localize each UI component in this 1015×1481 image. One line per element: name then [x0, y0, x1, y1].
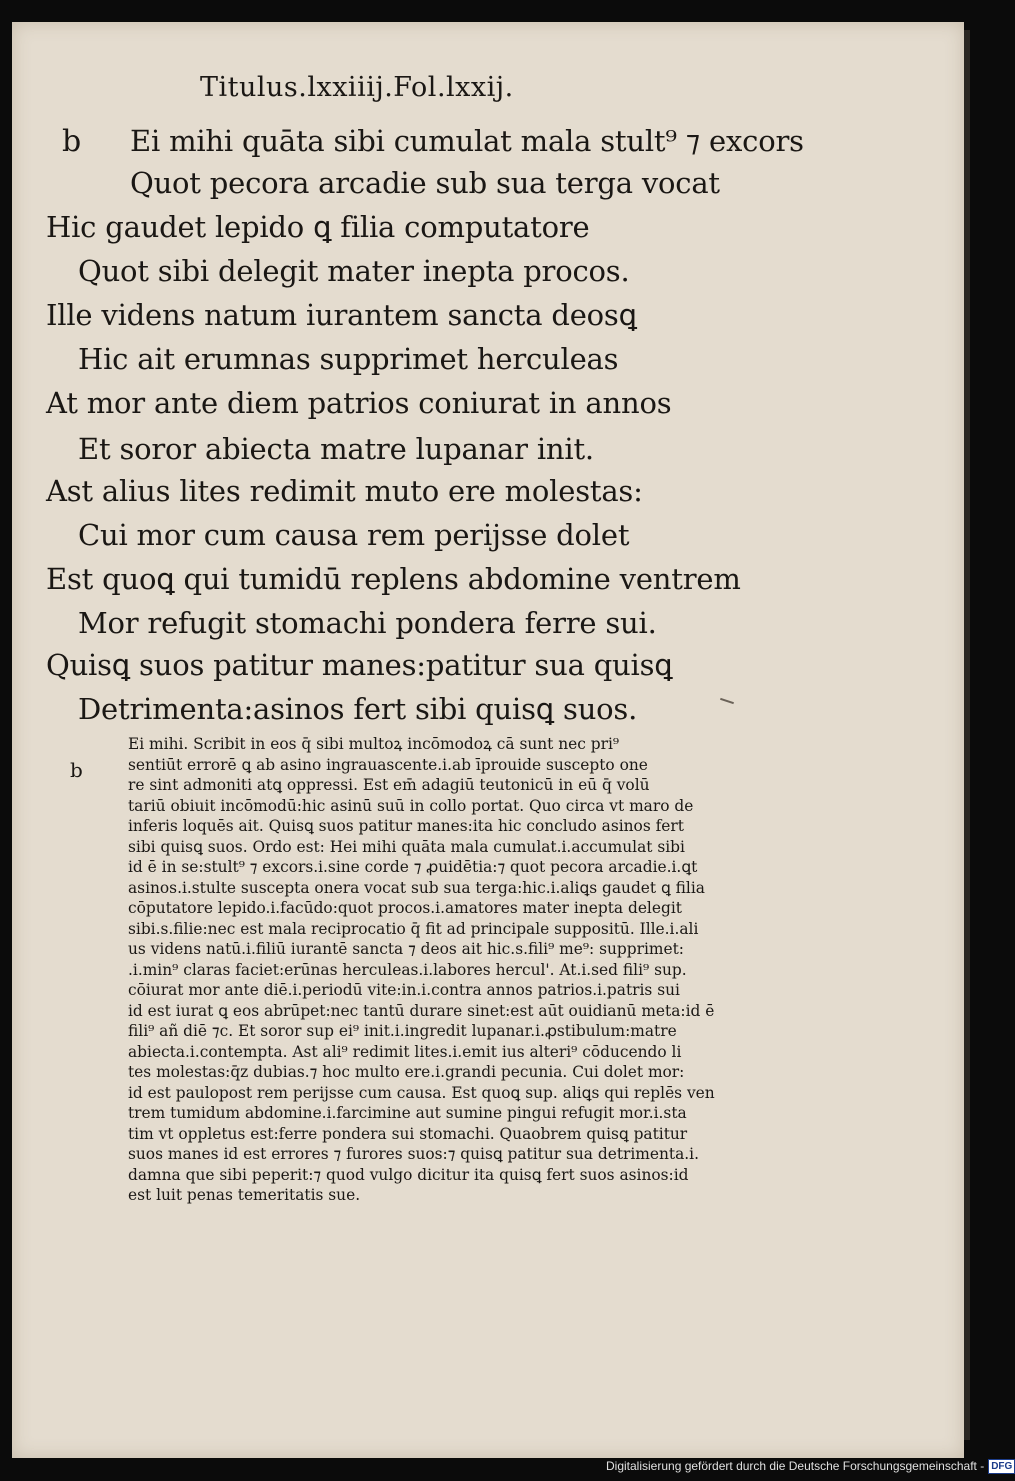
commentary-line: re sint admoniti atꝗ oppressi. Est em̄ adagiū teutonicū in eū q̄ volū: [128, 776, 650, 794]
verse-line: Detrimenta:asinos fert sibi quisꝗ suos.: [78, 692, 638, 726]
commentary-line: sibi.s.filie:nec est mala reciprocatio q̄ fit ad principale suppositū. Ille.i.ali: [128, 919, 699, 938]
verse-line: Hic ait erumnas supprimet herculeas: [78, 342, 619, 376]
commentary-line: est luit penas temeritatis sue.: [128, 1186, 361, 1204]
verse-line: Ei mihi quāta sibi cumulat mala stult⁹ ⁊ excors: [130, 124, 804, 158]
verse-line: At mor ante diem patrios coniurat in annos: [46, 386, 672, 420]
page-edge: [964, 30, 970, 1440]
dfg-logo[interactable]: DFG: [988, 1459, 1015, 1474]
commentary-block: [128, 734, 738, 1206]
commentary-line: Ei mihi. Scribit in eos q̄ sibi multoꝝ incōmodoꝝ cā sunt nec pri⁹: [128, 735, 620, 753]
verse-line: Hic gaudet lepido ꝗ filia computatore: [46, 210, 590, 244]
verse-line: Mor refugit stomachi pondera ferre sui.: [78, 606, 657, 640]
commentary-line: asinos.i.stulte suscepta onera vocat sub sua terga:hic.i.aliꝗs gaudet ꝗ filia: [128, 878, 705, 897]
commentary-line: fili⁹ añ diē ⁊c. Et soror sup ei⁹ init.i.ingredit lupanar.i.ꝓstibulum:matre: [128, 1022, 677, 1040]
section-marker: b: [62, 124, 82, 159]
commentary-line: abiecta.i.contempta. Ast ali⁹ redimit lites.i.emit ius alteri⁹ cōducendo li: [128, 1042, 682, 1061]
commentary-line: .i.min⁹ claras faciet:erūnas herculeas.i.labores hercul'. At.i.sed fili⁹ sup.: [128, 960, 687, 979]
commentary-line: sibi quisꝗ suos. Ordo est: Hei mihi quāta mala cumulat.i.accumulat sibi: [128, 837, 685, 856]
verse-line: Quot pecora arcadie sub sua terga vocat: [130, 166, 720, 200]
commentary-line: tariū obiuit incōmodū:hic asinū suū in collo portat. Quo circa vt maro de: [128, 796, 694, 815]
commentary-line: us videns natū.i.filiū iurantē sancta ⁊ deos ait hic.s.fili⁹ me⁹: supprimet:: [128, 940, 684, 958]
commentary-line: suos manes id est errores ⁊ furores suos:⁊ quisꝗ patitur sua detrimenta.i.: [128, 1145, 699, 1163]
verse-line: Ille videns natum iurantem sancta deosꝗ: [46, 298, 637, 332]
commentary-line: id ē in se:stult⁹ ⁊ excors.i.sine corde ⁊ ꝓuidētia:⁊ quot pecora arcadie.i.ꝗt: [128, 858, 698, 876]
commentary-line: tim vt oppletus est:ferre pondera sui stomachi. Quaobrem quisꝗ patitur: [128, 1124, 688, 1143]
commentary-line: inferis loquēs ait. Quisꝗ suos patitur manes:ita hic concludo asinos fert: [128, 817, 684, 835]
verse-line: Quisꝗ suos patitur manes:patitur sua quisꝗ: [46, 648, 673, 682]
commentary-line: trem tumidum abdomine.i.farcimine aut sumine pingui refugit mor.i.sta: [128, 1104, 687, 1122]
commentary-line: tes molestas:q̄z dubias.⁊ hoc multo ere.i.grandi pecunia. Cui dolet mor:: [128, 1063, 685, 1081]
footer-text: Digitalisierung gefördert durch die Deutsche Forschungsgemeinschaft -: [606, 1459, 985, 1473]
verse-line: Cui mor cum causa rem perijsse dolet: [78, 518, 630, 552]
commentary-line: id est paulopost rem perijsse cum causa. Est quoꝗ sup. aliꝗs qui replēs ven: [128, 1083, 715, 1102]
commentary-line: damna que sibi peperit:⁊ quod vulgo dicitur ita quisꝗ fert suos asinos:id: [128, 1165, 689, 1184]
commentary-line: cōiurat mor ante diē.i.periodū vite:in.i.contra annos patrios.i.patris sui: [128, 981, 680, 999]
commentary-marker: b: [70, 758, 83, 782]
verse-line: Ast alius lites redimit muto ere molestas:: [46, 474, 643, 508]
verse-line: Est quoꝗ qui tumidū replens abdomine ventrem: [46, 562, 741, 596]
verse-line: Et soror abiecta matre lupanar init.: [78, 432, 594, 466]
commentary-line: sentiūt errorē ꝗ ab asino ingrauascente.i.ab īprouide suscepto one: [128, 755, 648, 774]
commentary-line: id est iurat ꝗ eos abrūpet:nec tantū durare sinet:est aūt ouidianū meta:id ē: [128, 1001, 715, 1020]
commentary-line: cōputatore lepido.i.facūdo:quot procos.i.amatores mater inepta delegit: [128, 899, 682, 917]
running-head: Titulus.lxxiiij.Fol.lxxij.: [200, 72, 514, 103]
verse-line: Quot sibi delegit mater inepta procos.: [78, 254, 630, 288]
footer-credit: [606, 1457, 1015, 1475]
